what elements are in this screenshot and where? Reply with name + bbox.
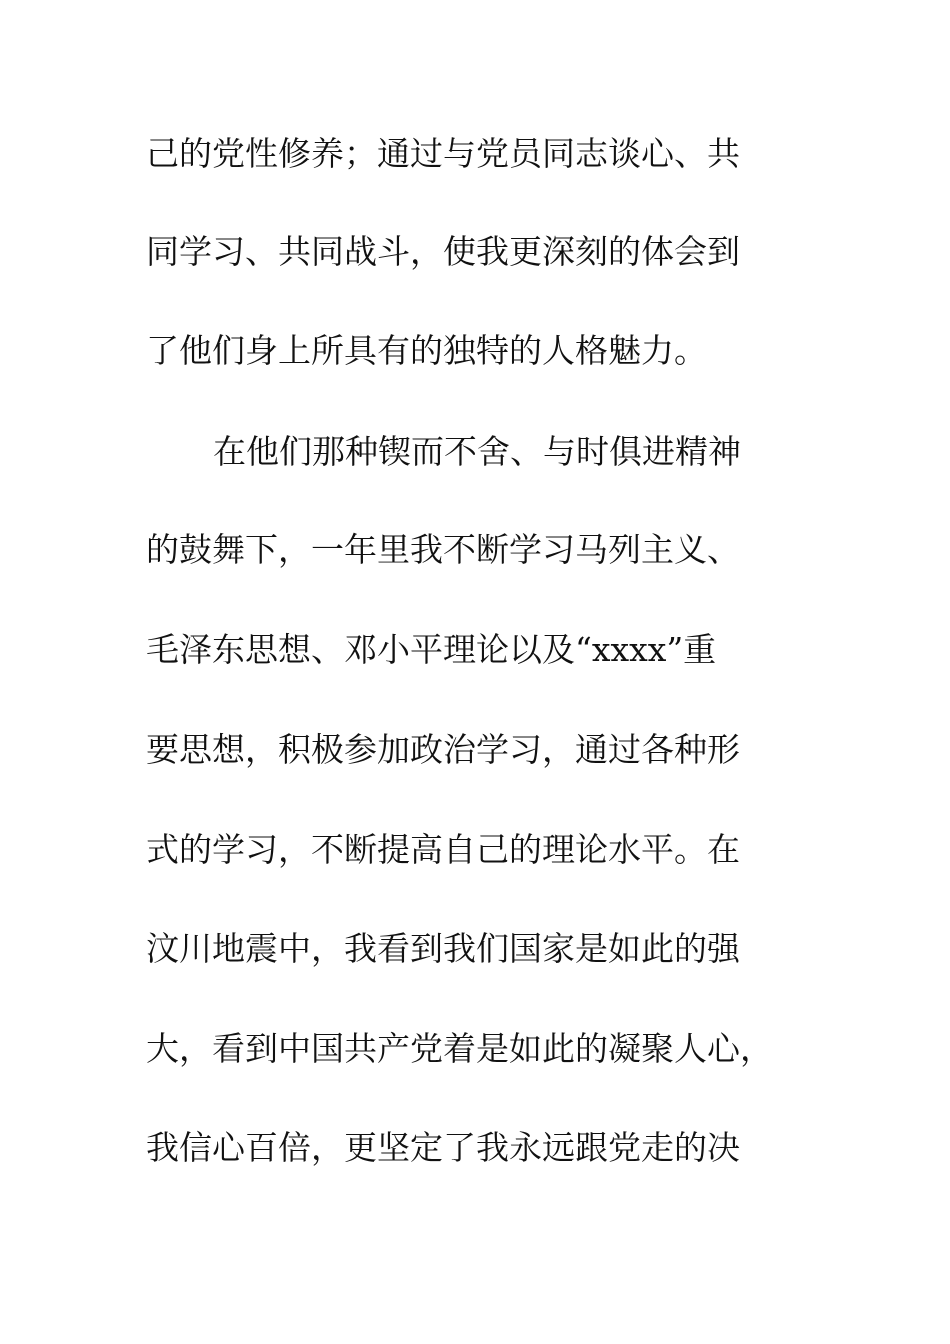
text-line-1: 己的党性修养；通过与党员同志谈心、共 <box>146 134 740 173</box>
text-line-6: 毛泽东思想、邓小平理论以及“xxxx”重 <box>146 630 717 669</box>
text-line-5: 的鼓舞下，一年里我不断学习马列主义、 <box>146 530 740 569</box>
text-line-9: 汶川地震中，我看到我们国家是如此的强 <box>146 929 740 968</box>
text-line-3: 了他们身上所具有的独特的人格魅力。 <box>146 331 707 370</box>
text-line-7: 要思想，积极参加政治学习，通过各种形 <box>146 730 740 769</box>
text-line-8: 式的学习，不断提高自己的理论水平。在 <box>146 830 740 869</box>
text-line-10: 大，看到中国共产党着是如此的凝聚人心， <box>146 1029 773 1068</box>
text-line-11: 我信心百倍，更坚定了我永远跟党走的决 <box>146 1128 740 1167</box>
text-line-2: 同学习、共同战斗，使我更深刻的体会到 <box>146 232 740 271</box>
text-line-4: 在他们那种锲而不舍、与时俱进精神 <box>213 432 741 471</box>
